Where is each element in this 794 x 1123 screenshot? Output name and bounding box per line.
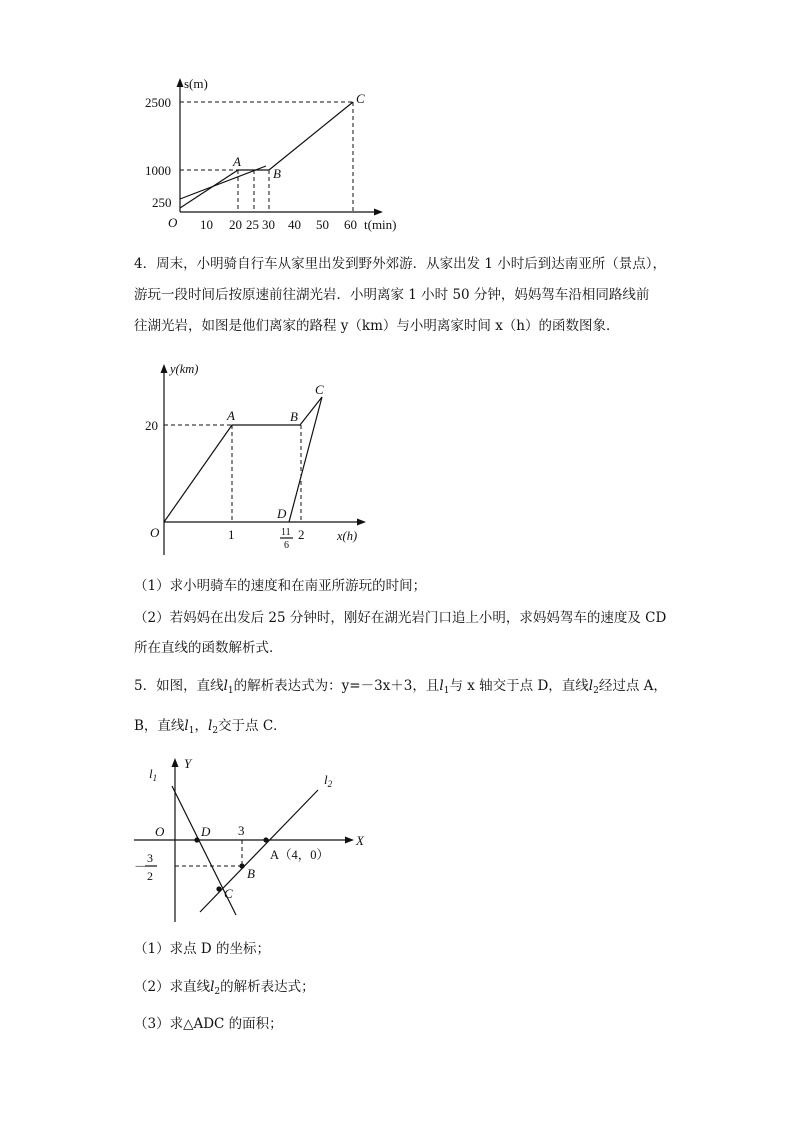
q5-sub-3: （3）求△ADC 的面积； <box>134 1016 283 1032</box>
fig3-frac-num: 3 <box>147 851 153 865</box>
fig2-point-A: A <box>227 408 235 423</box>
fig2-y-tick: 20 <box>145 418 158 433</box>
q5-line-1: 5．如图，直线$l_1$的解析表达式为：y=－3x＋3，且$l_1$与 x 轴交于点 D，直线$l_2$经过点 A， <box>134 678 667 696</box>
fig1-x-tick: 30 <box>262 217 275 232</box>
fig1-point-B: B <box>273 166 281 181</box>
fig1-x-tick: 10 <box>200 217 213 232</box>
fig1-x-tick: 25 <box>246 217 259 232</box>
fig1-y-label: s(m) <box>184 76 208 91</box>
fig3-neg-sign: － <box>134 859 148 874</box>
q4-sub-2-line-2: 所在直线的函数解析式． <box>134 640 283 656</box>
fig2-x-tick-frac-den: 6 <box>284 540 289 551</box>
fig3-y-label: Y <box>184 756 192 771</box>
fig2-x-tick-1: 1 <box>228 527 235 542</box>
fig1-x-tick: 20 <box>229 217 242 232</box>
fig2-point-C: C <box>315 382 324 397</box>
q4-line-2: 游玩一段时间后按原速前往湖光岩．小明离家 1 小时 50 分钟，妈妈驾车沿相同路线前 <box>134 287 650 303</box>
fig1-x-tick: 40 <box>288 217 301 232</box>
q4-sub-1: （1）求小明骑车的速度和在南亚所游玩的时间； <box>134 578 427 594</box>
fig3-x-tick: 3 <box>238 823 245 838</box>
fig1-y-tick: 2500 <box>145 95 171 110</box>
fig1-y-tick: 250 <box>152 195 172 210</box>
fig3-point-D: D <box>201 824 211 839</box>
fig2-x-tick-2: 2 <box>298 527 305 542</box>
fig3-origin: O <box>155 824 165 839</box>
q5-line-2: B，直线$l_1$，$l_2$交于点 C． <box>134 718 287 736</box>
fig1-x-tick: 50 <box>316 217 329 232</box>
q4-line-1: 4．周末，小明骑自行车从家里出发到野外郊游．从家出发 1 小时后到达南亚所（景点）， <box>134 256 667 272</box>
fig2-point-D: D <box>277 506 287 521</box>
fig3-point-C: C <box>224 886 233 901</box>
fig2-point-B: B <box>290 409 298 424</box>
q4-line-3: 往湖光岩，如图是他们离家的路程 y（km）与小明离家时间 x（h）的函数图象． <box>134 318 620 334</box>
fig3-point-A: A（4，0） <box>270 848 330 862</box>
q5-sub-2: （2）求直线$l_2$的解析表达式； <box>134 979 315 997</box>
fig3-frac-den: 2 <box>147 869 153 883</box>
fig1-y-tick: 1000 <box>145 163 171 178</box>
fig3-l1-label: $l_1$ <box>149 766 158 783</box>
fig2-origin: O <box>150 525 160 540</box>
fig2-x-label: x(h) <box>337 529 358 543</box>
fig1-point-A: A <box>233 154 241 169</box>
fig1-point-C: C <box>356 91 365 106</box>
fig3-point-B: B <box>247 866 255 881</box>
fig1-origin: O <box>168 215 178 230</box>
fig2-x-tick-frac-num: 11 <box>281 527 291 538</box>
q4-sub-2-line-1: （2）若妈妈在出发后 25 分钟时，刚好在湖光岩门口追上小明，求妈妈驾车的速度及 CD <box>134 610 667 626</box>
fig1-x-tick: 60 <box>344 217 357 232</box>
fig3-x-label: X <box>356 833 364 848</box>
fig1-x-label: t(min) <box>364 217 397 232</box>
fig3-l2-label: $l_2$ <box>324 772 333 789</box>
q5-sub-1: （1）求点 D 的坐标； <box>134 941 270 957</box>
fig2-y-label: y(km) <box>170 362 199 376</box>
